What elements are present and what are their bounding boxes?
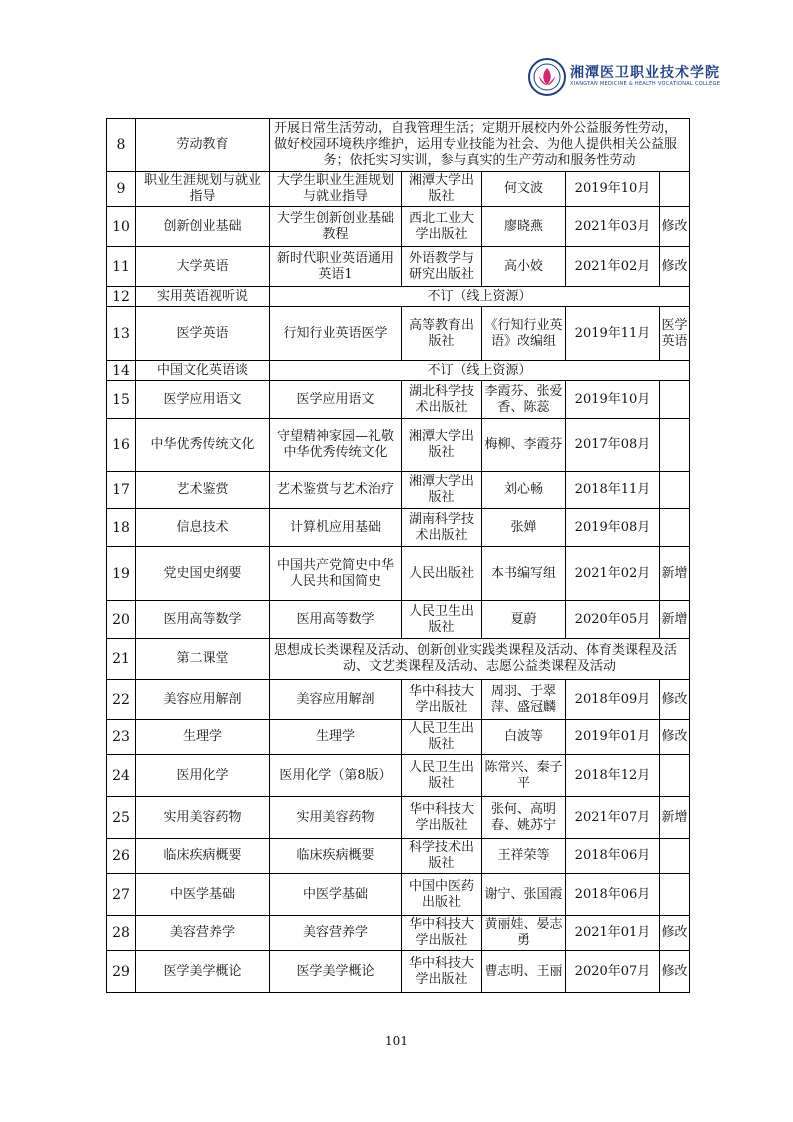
course-name-cell: 医学应用语文 [136, 381, 270, 419]
course-name-cell: 艺术鉴赏 [136, 472, 270, 509]
textbook-title-cell: 美容营养学 [270, 916, 402, 951]
publisher-cell: 湘潭大学出版社 [402, 419, 482, 472]
publish-date-cell: 2019年10月 [566, 381, 660, 419]
remark-cell: 新增 [660, 797, 690, 839]
merged-description-cell: 思想成长类课程及活动、创新创业实践类课程及活动、体育类课程及活动、文艺类课程及活动、志愿公益类课程及活动 [270, 639, 690, 680]
row-number-cell: 10 [107, 207, 136, 247]
table-row [107, 797, 690, 839]
publish-date-cell: 2017年08月 [566, 419, 660, 472]
table-row [107, 207, 690, 247]
textbook-title-cell: 守望精神家园—礼敬中华优秀传统文化 [270, 419, 402, 472]
table-row [107, 361, 690, 381]
publish-date-cell: 2021年03月 [566, 207, 660, 247]
textbook-title-cell: 医学美学概论 [270, 951, 402, 993]
table-row [107, 874, 690, 916]
remark-cell [660, 472, 690, 509]
table-row [107, 172, 690, 207]
publisher-cell: 人民卫生出版社 [402, 601, 482, 639]
textbook-title-cell: 大学生职业生涯规划与就业指导 [270, 172, 402, 207]
publisher-cell: 华中科技大学出版社 [402, 680, 482, 720]
row-number-cell: 15 [107, 381, 136, 419]
editor-cell: 李霞芬、张爱香、陈蕊 [482, 381, 566, 419]
course-name-cell: 实用英语视听说 [136, 287, 270, 307]
editor-cell: 谢宁、张国霞 [482, 874, 566, 916]
college-logo [528, 58, 721, 98]
remark-cell [660, 172, 690, 207]
table-row [107, 639, 690, 680]
textbook-table [106, 118, 690, 993]
row-number-cell: 20 [107, 601, 136, 639]
editor-cell: 《行知行业英语》改编组 [482, 307, 566, 361]
remark-cell: 修改 [660, 951, 690, 993]
textbook-title-cell: 艺术鉴赏与艺术治疗 [270, 472, 402, 509]
college-emblem-icon [528, 58, 566, 96]
publisher-cell: 中国中医药出版社 [402, 874, 482, 916]
course-name-cell: 中医学基础 [136, 874, 270, 916]
publish-date-cell: 2020年07月 [566, 951, 660, 993]
table-row [107, 472, 690, 509]
course-name-cell: 党史国史纲要 [136, 547, 270, 601]
course-name-cell: 职业生涯规划与就业指导 [136, 172, 270, 207]
table-row [107, 601, 690, 639]
row-number-cell: 14 [107, 361, 136, 381]
editor-cell: 高小姣 [482, 247, 566, 287]
remark-cell: 修改 [660, 207, 690, 247]
course-name-cell: 大学英语 [136, 247, 270, 287]
publish-date-cell: 2018年11月 [566, 472, 660, 509]
publisher-cell: 人民卫生出版社 [402, 720, 482, 755]
table-row [107, 720, 690, 755]
merged-description-cell: 开展日常生活劳动，自我管理生活；定期开展校内外公益服务性劳动，做好校园环境秩序维护，运用专业技能为社会、为他人提供相关公益服务；依托实习实训，参与真实的生产劳动和服务性劳动 [270, 119, 690, 172]
row-number-cell: 12 [107, 287, 136, 307]
table-body [107, 119, 690, 993]
publisher-cell: 湘潭大学出版社 [402, 172, 482, 207]
publisher-cell: 西北工业大学出版社 [402, 207, 482, 247]
table-row [107, 755, 690, 797]
editor-cell: 梅柳、李霞芬 [482, 419, 566, 472]
course-name-cell: 医用高等数学 [136, 601, 270, 639]
remark-cell [660, 419, 690, 472]
remark-cell: 修改 [660, 680, 690, 720]
publisher-cell: 高等教育出版社 [402, 307, 482, 361]
page-number: 101 [385, 1034, 408, 1048]
row-number-cell: 29 [107, 951, 136, 993]
textbook-title-cell: 实用美容药物 [270, 797, 402, 839]
table-row [107, 247, 690, 287]
textbook-title-cell: 医学应用语文 [270, 381, 402, 419]
publish-date-cell: 2021年07月 [566, 797, 660, 839]
textbook-title-cell: 生理学 [270, 720, 402, 755]
publish-date-cell: 2019年08月 [566, 509, 660, 547]
table-row [107, 916, 690, 951]
remark-cell: 新增 [660, 547, 690, 601]
publish-date-cell: 2019年11月 [566, 307, 660, 361]
editor-cell: 陈常兴、秦子平 [482, 755, 566, 797]
course-name-cell: 美容应用解剖 [136, 680, 270, 720]
publish-date-cell: 2021年02月 [566, 247, 660, 287]
editor-cell: 王祥荣等 [482, 839, 566, 874]
course-name-cell: 信息技术 [136, 509, 270, 547]
row-number-cell: 17 [107, 472, 136, 509]
remark-cell [660, 839, 690, 874]
course-name-cell: 第二课堂 [136, 639, 270, 680]
editor-cell: 张何、高明春、姚苏宁 [482, 797, 566, 839]
course-name-cell: 临床疾病概要 [136, 839, 270, 874]
row-number-cell: 19 [107, 547, 136, 601]
table-row [107, 419, 690, 472]
editor-cell: 刘心畅 [482, 472, 566, 509]
row-number-cell: 24 [107, 755, 136, 797]
row-number-cell: 8 [107, 119, 136, 172]
editor-cell: 周羽、于翠萍、盛冠麟 [482, 680, 566, 720]
course-name-cell: 医用化学 [136, 755, 270, 797]
publish-date-cell: 2018年09月 [566, 680, 660, 720]
editor-cell: 白波等 [482, 720, 566, 755]
table-row [107, 381, 690, 419]
publisher-cell: 外语教学与研究出版社 [402, 247, 482, 287]
table-row [107, 951, 690, 993]
textbook-title-cell: 新时代职业英语通用英语1 [270, 247, 402, 287]
table-row [107, 307, 690, 361]
remark-cell [660, 381, 690, 419]
table-row [107, 119, 690, 172]
editor-cell: 何文波 [482, 172, 566, 207]
remark-cell: 新增 [660, 601, 690, 639]
publisher-cell: 华中科技大学出版社 [402, 951, 482, 993]
course-name-cell: 中华优秀传统文化 [136, 419, 270, 472]
publish-date-cell: 2021年01月 [566, 916, 660, 951]
textbook-title-cell: 计算机应用基础 [270, 509, 402, 547]
logo-subtitle: XIANGTAN MEDICINE & HEALTH VOCATIONAL COLLEGE [570, 81, 721, 87]
row-number-cell: 28 [107, 916, 136, 951]
publish-date-cell: 2018年06月 [566, 874, 660, 916]
textbook-title-cell: 行知行业英语医学 [270, 307, 402, 361]
remark-cell: 修改 [660, 720, 690, 755]
editor-cell: 张婵 [482, 509, 566, 547]
course-name-cell: 美容营养学 [136, 916, 270, 951]
course-name-cell: 实用美容药物 [136, 797, 270, 839]
row-number-cell: 16 [107, 419, 136, 472]
publish-date-cell: 2018年12月 [566, 755, 660, 797]
editor-cell: 曹志明、王丽 [482, 951, 566, 993]
row-number-cell: 21 [107, 639, 136, 680]
row-number-cell: 11 [107, 247, 136, 287]
course-name-cell: 创新创业基础 [136, 207, 270, 247]
remark-cell [660, 509, 690, 547]
publisher-cell: 华中科技大学出版社 [402, 916, 482, 951]
textbook-title-cell: 中国共产党简史中华人民共和国简史 [270, 547, 402, 601]
textbook-title-cell: 医用高等数学 [270, 601, 402, 639]
publisher-cell: 湖南科学技术出版社 [402, 509, 482, 547]
merged-description-cell: 不订（线上资源） [270, 287, 690, 307]
publish-date-cell: 2020年05月 [566, 601, 660, 639]
publisher-cell: 科学技术出版社 [402, 839, 482, 874]
textbook-title-cell: 临床疾病概要 [270, 839, 402, 874]
row-number-cell: 27 [107, 874, 136, 916]
textbook-title-cell: 中医学基础 [270, 874, 402, 916]
remark-cell: 修改 [660, 916, 690, 951]
row-number-cell: 18 [107, 509, 136, 547]
publisher-cell: 华中科技大学出版社 [402, 797, 482, 839]
editor-cell: 本书编写组 [482, 547, 566, 601]
table-row [107, 509, 690, 547]
table-row [107, 839, 690, 874]
publish-date-cell: 2019年01月 [566, 720, 660, 755]
textbook-title-cell: 大学生创新创业基础教程 [270, 207, 402, 247]
row-number-cell: 23 [107, 720, 136, 755]
table-row [107, 547, 690, 601]
publish-date-cell: 2021年02月 [566, 547, 660, 601]
row-number-cell: 25 [107, 797, 136, 839]
course-name-cell: 医学英语 [136, 307, 270, 361]
logo-title: 湘潭医卫职业技术学院 [570, 65, 720, 81]
publisher-cell: 湖北科学技术出版社 [402, 381, 482, 419]
table-row [107, 287, 690, 307]
publish-date-cell: 2019年10月 [566, 172, 660, 207]
textbook-title-cell: 美容应用解剖 [270, 680, 402, 720]
textbook-title-cell: 医用化学（第8版） [270, 755, 402, 797]
row-number-cell: 22 [107, 680, 136, 720]
remark-cell: 修改 [660, 247, 690, 287]
course-name-cell: 中国文化英语谈 [136, 361, 270, 381]
publish-date-cell: 2018年06月 [566, 839, 660, 874]
editor-cell: 黄丽娃、晏志勇 [482, 916, 566, 951]
table-row [107, 680, 690, 720]
course-name-cell: 医学美学概论 [136, 951, 270, 993]
remark-cell [660, 755, 690, 797]
remark-cell [660, 874, 690, 916]
publisher-cell: 人民卫生出版社 [402, 755, 482, 797]
remark-cell: 医学英语 [660, 307, 690, 361]
publisher-cell: 人民出版社 [402, 547, 482, 601]
course-name-cell: 生理学 [136, 720, 270, 755]
publisher-cell: 湘潭大学出版社 [402, 472, 482, 509]
merged-description-cell: 不订（线上资源） [270, 361, 690, 381]
course-name-cell: 劳动教育 [136, 119, 270, 172]
editor-cell: 夏蔚 [482, 601, 566, 639]
editor-cell: 廖晓燕 [482, 207, 566, 247]
row-number-cell: 26 [107, 839, 136, 874]
row-number-cell: 13 [107, 307, 136, 361]
row-number-cell: 9 [107, 172, 136, 207]
